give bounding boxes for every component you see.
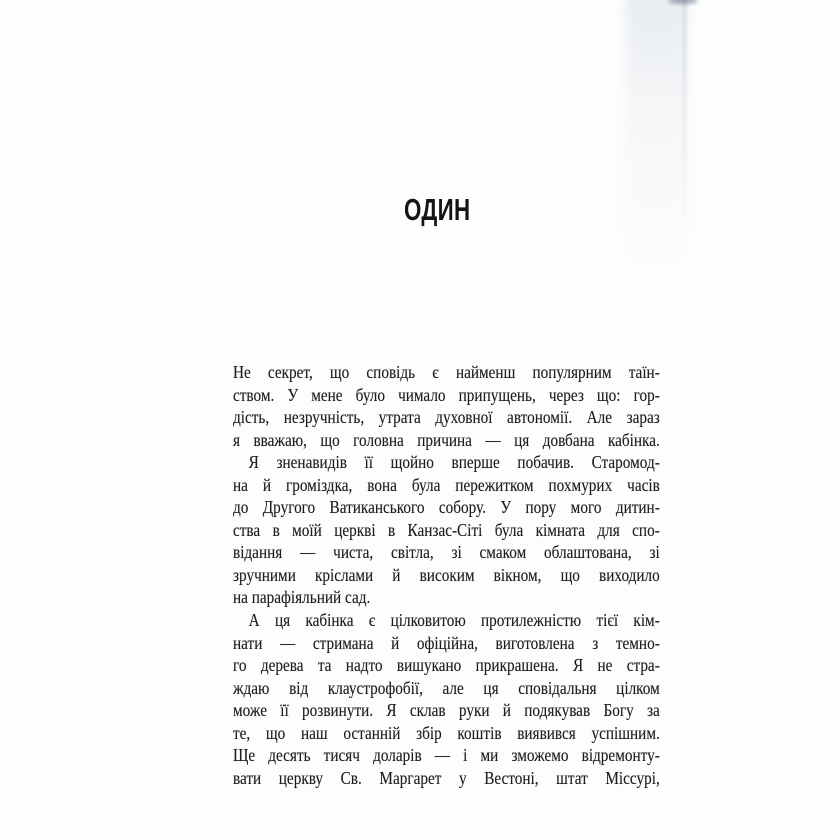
text-line: го дерева та надто вишукано прикрашена. Я не стра- [233, 655, 660, 676]
text-line: вати церкву Св. Маргарет у Вестоні, штат Міссурі, [233, 767, 660, 788]
text-line: Я зненавидів її щойно вперше побачив. Старомод- [248, 452, 660, 473]
text-line: Ще десять тисяч доларів — і ми зможемо відремонту- [233, 745, 660, 766]
text-line: ства в моїй церкві в Канзас-Сіті була кімната для спо- [233, 519, 660, 540]
text-line: я вважаю, що головна причина — ця довбана кабінка. [233, 429, 660, 450]
body-text-column [233, 361, 660, 789]
paragraph [233, 609, 660, 789]
text-line: Не секрет, що сповідь є найменш популярним таїн- [233, 362, 660, 382]
paragraph [233, 361, 660, 451]
scan-artifact-band [626, 0, 686, 320]
chapter-heading [233, 193, 641, 227]
text-line: може її розвинути. Я склав руки й подякував Богу за [233, 700, 660, 721]
paragraph [233, 451, 660, 609]
scan-artifact-edge [683, 0, 686, 246]
text-line: нати — стримана й офіційна, виготовлена з темно- [233, 632, 660, 653]
text-line: до Другого Ватиканського собору. У пору мого дитин- [233, 497, 660, 518]
text-line: на й громіздка, вона була пережитком похмурих часів [233, 474, 660, 495]
text-line: відання — чиста, світла, зі смаком облаштована, зі [233, 542, 660, 563]
text-line: те, що наш останній збір коштів виявився успішним. [233, 722, 660, 743]
text-line: А ця кабінка є цілковитою протилежністю тієї кім- [248, 610, 660, 631]
text-line: ждаю від клаустрофобії, але ця сповідальня цілком [233, 677, 660, 698]
text-line: ством. У мене було чимало припущень, через що: гор- [233, 384, 660, 405]
chapter-heading-text: ОДИН [403, 192, 471, 227]
text-line: на парафіяльний сад. [233, 587, 371, 608]
text-line: дість, незручність, утрата духовної автономії. Але зараз [233, 407, 660, 428]
text-line: зручними кріслами й високим вікном, що виходило [233, 564, 660, 585]
